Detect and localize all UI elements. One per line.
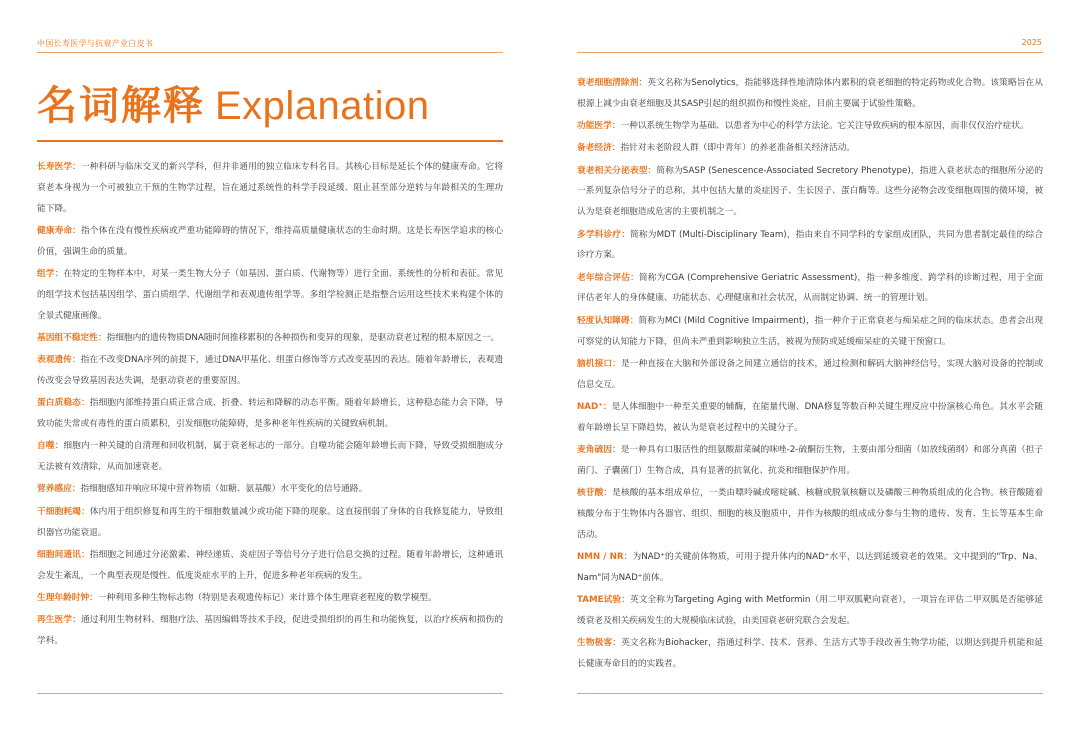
glossary-term: 多学科诊疗：	[577, 229, 631, 240]
page-title	[37, 80, 430, 132]
glossary-entry	[577, 116, 1043, 137]
title-divider	[37, 140, 503, 142]
glossary-entry	[577, 73, 1043, 115]
glossary-definition: 是人体细胞中一种至关重要的辅酶，在能量代谢、DNA修复等数百种关键生理反应中扮演核心角色。其水平会随着年龄增长呈下降趋势，被认为是衰老过程中的关键分子。	[577, 401, 1043, 433]
glossary-entry	[577, 547, 1043, 589]
glossary-entry	[37, 436, 503, 478]
glossary-definition: 简称为CGA (Comprehensive Geriatric Assessment)，指一种多维度、跨学科的诊断过程，用于全面评估老年人的身体健康、功能状态、心理健康和社会状况，从而制定协调、统一的管理计划。	[577, 272, 1044, 304]
glossary-entry	[577, 590, 1043, 632]
footer-divider-right	[577, 693, 1043, 694]
glossary-entry	[37, 502, 503, 544]
glossary-definition: 是一种具有口服活性的组氨酸甜菜碱的咪唑-2-硫酮衍生物，主要由部分细菌（如放线菌纲）和部分真菌（担子菌门、子囊菌门）生物合成，具有显著的抗氧化、抗炎和细胞保护作用。	[577, 445, 1044, 476]
glossary-entry	[37, 479, 503, 500]
glossary-entry	[37, 328, 503, 349]
glossary-term: 备老经济：	[577, 143, 621, 154]
header-divider-left	[37, 52, 503, 53]
glossary-entry	[37, 350, 503, 392]
glossary-term: 再生医学：	[37, 615, 81, 626]
glossary-term: 营养感应：	[37, 484, 81, 495]
glossary-entry	[577, 225, 1043, 267]
glossary-definition: 指细胞内的遗传物质DNA随时间推移累积的各种损伤和变异的现象，是驱动衰老过程的根本原因之一。	[106, 332, 500, 343]
glossary-definition: 指细胞内部维持蛋白质正常合成、折叠、转运和降解的动态平衡。随着年龄增长，这种稳态能力会下降，导致功能失常或有毒性的蛋白质累积，引发细胞功能障碍，是多种老年性疾病的关键致病机制。	[37, 398, 504, 430]
page-title-cn: 名词解释	[37, 83, 205, 129]
glossary-definition: 一种利用多种生物标志物（特别是表观遗传标记）来计算个体生理衰老程度的数学模型。	[97, 592, 437, 603]
glossary-definition: 在特定的生物样本中，对某一类生物大分子（如基因、蛋白质、代谢物等）进行全面、系统性的分析和表征。常见的组学技术包括基因组学、蛋白质组学、代谢组学和表观遗传组学等。多组学检测正是指整合运用这些技术来构建个体的全景式健康画像。	[37, 268, 504, 321]
glossary-entry	[37, 393, 503, 435]
glossary-definition: 英文名称为Senolytics，指能够选择性地清除体内累积的衰老细胞的特定药物或化合物。该策略旨在从根源上减少由衰老细胞及其SASP引起的组织损伤和慢性炎症，目前主要属于试验性策略。	[577, 78, 1044, 109]
glossary-term: NAD⁺：	[577, 401, 612, 412]
glossary-column-left	[37, 157, 503, 653]
glossary-definition: 指细胞之间通过分泌激素、神经递质、炎症因子等信号分子进行信息交换的过程。随着年龄增长，这种通讯会发生紊乱，一个典型表现是慢性、低度炎症水平的上升，促进多种老年疾病的发生。	[37, 549, 504, 581]
glossary-definition: 简称为MDT (Multi-Disciplinary Team)，指由来自不同学科的专家组成团队，共同为患者制定最佳的综合诊疗方案。	[577, 229, 1044, 261]
glossary-column-right	[577, 73, 1043, 676]
glossary-entry	[577, 633, 1043, 675]
glossary-term: 干细胞耗竭：	[37, 506, 90, 517]
glossary-term: 细胞间通讯：	[37, 549, 90, 560]
glossary-term: 自噬：	[37, 441, 64, 452]
glossary-definition: 通过利用生物材料、细胞疗法、基因编辑等技术手段，促进受损组织的再生和功能恢复，以治疗疾病和损伤的学科。	[37, 615, 504, 647]
glossary-term: 组学：	[37, 268, 64, 279]
page-title-en: Explanation	[215, 84, 430, 128]
glossary-definition: 英文全称为Targeting Aging with Metformin（用二甲双胍靶向衰老），一项旨在评估二甲双胍是否能够延缓衰老及相关疾病发生的大规模临床试验，由美国衰老研究联合会发起。	[577, 595, 1043, 626]
glossary-entry	[577, 268, 1043, 310]
glossary-definition: 是核酸的基本组成单位，一类由嘌呤碱或嘧啶碱、核糖或脱氧核糖以及磷酸三种物质组成的化合物。核苷酸随着核酸分布于生物体内各器官、组织、细胞的核及胞质中，并作为核酸的组成成分参与生物的遗传、发育、生长等基本生命活动。	[577, 488, 1044, 540]
glossary-definition: 一种科研与临床交叉的新兴学科，但并非通用的独立临床专科名目。其核心目标是延长个体的健康寿命。它将衰老本身视为一个可被独立干预的生物学过程，旨在通过系统性的科学手段延缓、阻止甚至部分逆转与年龄相关的生理功能下降。	[37, 162, 504, 214]
glossary-term: 衰老细胞清除剂：	[577, 78, 648, 88]
glossary-definition: 英文名称为Biohacker，指通过科学、技术、营养、生活方式等手段改善生物学功能，以期达到提升机能和延长健康寿命目的的实践者。	[577, 638, 1044, 670]
glossary-term: 基因组不稳定性：	[37, 332, 107, 343]
glossary-term: 生理年龄时钟：	[37, 592, 98, 603]
glossary-term: 老年综合评估：	[577, 272, 639, 283]
glossary-entry	[577, 354, 1043, 396]
glossary-term: 长寿医学：	[37, 162, 81, 172]
glossary-definition: 体内用于组织修复和再生的干细胞数量减少或功能下降的现象。这直接削弱了身体的自我修复能力，导致组织器官功能衰退。	[37, 506, 504, 538]
glossary-term: 蛋白质稳态：	[37, 398, 90, 409]
glossary-definition: 为NAD⁺的关键前体物质，可用于提升体内的NAD⁺水平，以达到延缓衰老的效果。文中提到的"Trp、Na、Nam"同为NAD⁺前体。	[577, 552, 1043, 583]
glossary-term: 核苷酸：	[577, 488, 613, 499]
glossary-term: 麦角硫因：	[577, 445, 621, 456]
glossary-entry	[577, 397, 1043, 439]
glossary-entry	[577, 138, 1043, 159]
glossary-term: 轻度认知障碍：	[577, 315, 639, 326]
header-divider-right	[577, 52, 1043, 53]
glossary-entry	[37, 610, 503, 652]
glossary-term: TAME试验：	[577, 595, 630, 606]
header-year: 2025	[1021, 38, 1042, 47]
glossary-entry	[37, 588, 503, 609]
glossary-term: 表观遗传：	[37, 355, 81, 366]
glossary-definition: 简称为MCI (Mild Cognitive Impairment)，指一种介于正常衰老与痴呆症之间的临床状态。患者会出现可察觉的认知能力下降，但尚未严重到影响独立生活，被视为预防或延缓痴呆症的关键干预窗口。	[577, 315, 1044, 347]
glossary-definition: 指个体在没有慢性疾病或严重功能障碍的情况下，维持高质量健康状态的生命时期。这是长寿医学追求的核心价值，强调生命的质量。	[37, 225, 504, 257]
glossary-entry	[577, 440, 1043, 482]
glossary-entry	[37, 545, 503, 587]
glossary-entry	[577, 483, 1043, 545]
glossary-definition: 细胞内一种关键的自清理和回收机制，属于衰老标志的一部分。自噬功能会随年龄增长而下降，导致受损细胞成分无法被有效清除，从而加速衰老。	[37, 441, 504, 473]
glossary-term: 功能医学：	[577, 121, 621, 132]
glossary-definition: 指细胞感知并响应环境中营养物质（如糖、氨基酸）水平变化的信号通路。	[80, 484, 368, 495]
glossary-term: 生物极客：	[577, 638, 622, 649]
footer-divider-left	[37, 693, 503, 694]
glossary-definition: 指针对未老阶段人群（即中青年）的养老准备相关经济活动。	[620, 143, 855, 154]
glossary-definition: 是一种直接在大脑和外部设备之间建立通信的技术，通过检测和解码大脑神经信号，实现大脑对设备的控制或信息交互。	[577, 358, 1044, 390]
glossary-entry	[37, 157, 503, 219]
glossary-definition: 简称为SASP (Senescence-Associated Secretory Phenotype)，指进入衰老状态的细胞所分泌的一系列复杂信号分子的总称，其中包括大量的炎症因子、生长因子、蛋白酶等。这些分泌物会改变细胞周围的微环境，被认为是衰老细胞造成危害的主要机制之一。	[577, 165, 1044, 218]
header-title: 中国长寿医学与抗衰产业白皮书	[37, 39, 154, 48]
glossary-entry	[37, 264, 503, 326]
glossary-definition: 一种以系统生物学为基础、以患者为中心的科学方法论。它关注导致疾病的根本原因，而非仅仅治疗症状。	[620, 121, 1029, 132]
glossary-entry	[577, 161, 1043, 223]
glossary-definition: 指在不改变DNA序列的前提下，通过DNA甲基化、组蛋白修饰等方式改变基因的表达。随着年龄增长，表观遗传改变会导致基因表达失调，是驱动衰老的重要原因。	[37, 355, 504, 386]
glossary-entry	[577, 311, 1043, 353]
glossary-term: 衰老相关分泌表型：	[577, 165, 657, 176]
glossary-entry	[37, 221, 503, 263]
glossary-term: NMN / NR：	[577, 552, 633, 563]
glossary-term: 脑机接口：	[577, 358, 621, 369]
glossary-term: 健康寿命：	[37, 225, 81, 236]
